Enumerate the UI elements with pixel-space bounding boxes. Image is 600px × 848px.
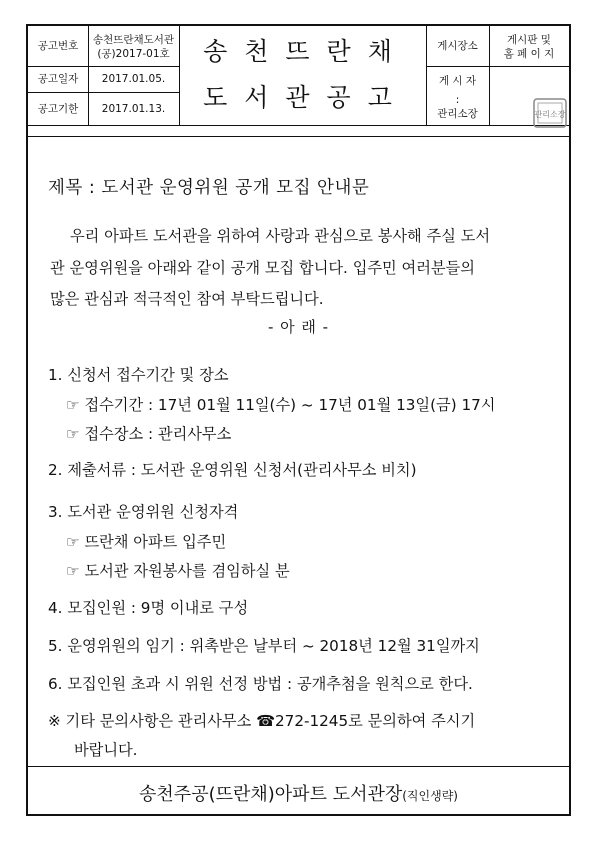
note-line-1: ※ 기타 문의사항은 관리사무소 ☎272-1245로 문의하여 주시기 — [48, 712, 476, 730]
item-6: 6. 모집인원 초과 시 위원 선정 방법 : 공개추첨을 원칙으로 한다. — [48, 675, 473, 693]
intro-line-2: 관 운영위원을 아래와 같이 공개 모집 합니다. 입주민 여러분들의 — [50, 258, 475, 277]
notice-frame — [26, 24, 571, 816]
note-line-2: 바랍니다. — [74, 741, 138, 759]
value-notice-number — [88, 28, 179, 66]
item-5: 5. 운영위원의 임기 : 위촉받은 날부터 ~ 2018년 12월 31일까지 — [48, 637, 480, 655]
item-2: 2. 제출서류 : 도서관 운영위원 신청서(관리사무소 비치) — [48, 461, 417, 479]
intro-line-1: 우리 아파트 도서관을 위하여 사랑과 관심으로 봉사해 주실 도서 — [70, 227, 491, 245]
footer-divider — [28, 766, 569, 767]
item-3-qual-1: ☞ 뜨란채 아파트 입주민 — [66, 533, 227, 551]
value-notice-deadline: 2017.01.13. — [101, 102, 166, 115]
value-poster-name: 관리소장 — [437, 108, 478, 120]
title-line2: 도서관공고 — [203, 83, 409, 112]
footer-small: (직인생략) — [402, 789, 458, 803]
item-3-qual-2: ☞ 도서관 자원봉사를 겸임하실 분 — [66, 562, 290, 580]
item-1-title: 1. 신청서 접수기간 및 장소 — [48, 366, 229, 384]
seal-text: 관리소장 — [534, 110, 566, 119]
item-1-period: ☞ 접수기간 : 17년 01월 11일(수) ~ 17년 01월 13일(금) 17시 — [66, 396, 496, 414]
value-notice-number-line1: 송천뜨란채도서관 — [92, 34, 175, 46]
label-poster-text: 게 시 자 — [438, 75, 477, 87]
label-posting-place: 게시장소 — [437, 40, 478, 52]
label-notice-number: 공고번호 — [37, 40, 79, 52]
notice-subject: 제목 : 도서관 운영위원 공개 모집 안내문 — [48, 178, 370, 198]
value-posting-place — [489, 28, 569, 66]
value-posting-place-line1: 게시판 및 — [507, 34, 551, 46]
label-notice-date: 공고일자 — [37, 73, 79, 85]
footer-signature — [28, 780, 569, 806]
below-marker: - 아 래 - — [267, 318, 330, 336]
intro-line-3: 많은 관심과 적극적인 참여 부탁드립니다. — [50, 290, 324, 308]
notice-header-table — [28, 26, 569, 125]
item-1-place: ☞ 접수장소 : 관리사무소 — [66, 425, 232, 443]
official-seal — [533, 98, 567, 132]
value-poster — [426, 66, 489, 125]
header-divider — [28, 136, 569, 137]
intro-paragraph — [50, 221, 548, 316]
value-poster-colon: : — [455, 94, 460, 106]
label-notice-deadline: 공고기한 — [37, 102, 79, 115]
item-4: 4. 모집인원 : 9명 이내로 구성 — [48, 599, 249, 617]
footer-main: 송천주공(뜨란채)아파트 도서관장 — [139, 784, 403, 805]
value-posting-place-line2: 홈 페 이 지 — [503, 48, 555, 60]
title-line1: 송천뜨란채 — [203, 37, 409, 66]
item-3-title: 3. 도서관 운영위원 신청자격 — [48, 503, 239, 521]
value-notice-date: 2017.01.05. — [101, 73, 166, 85]
value-notice-number-line2: (공)2017-01호 — [97, 48, 170, 60]
